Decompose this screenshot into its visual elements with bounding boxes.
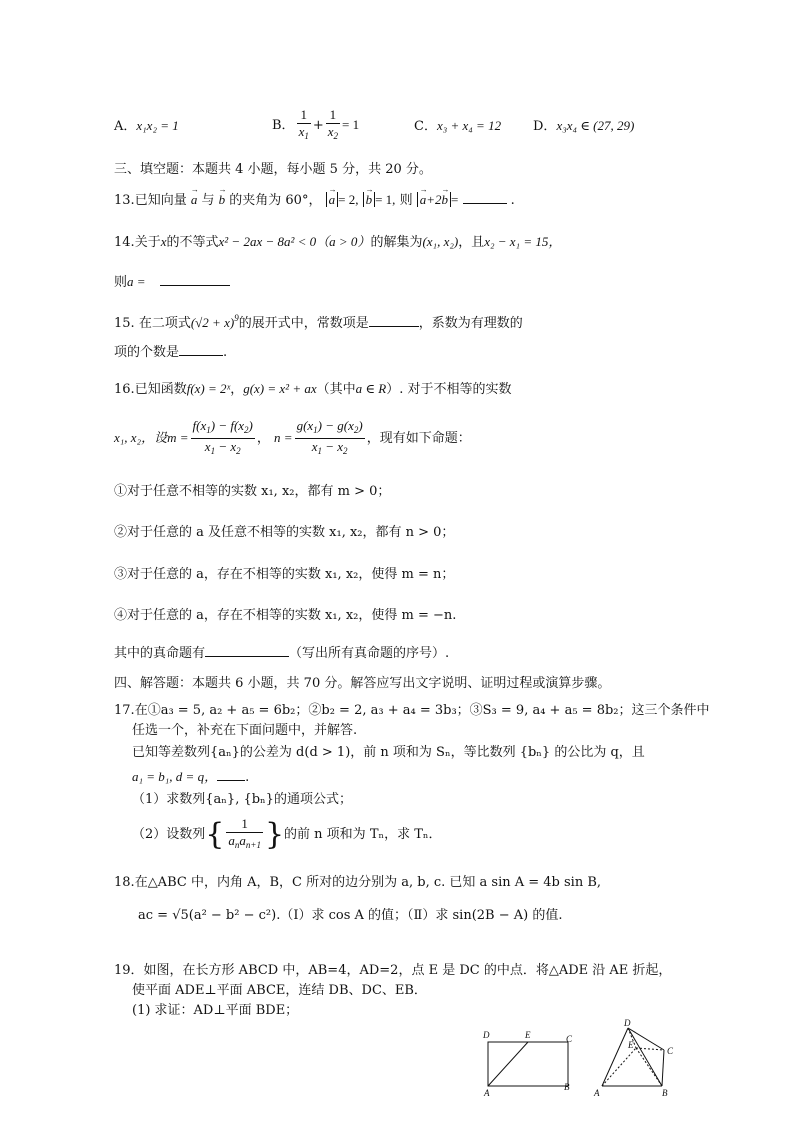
q16-m-fraction: $\frac{f(x_1) - f(x_2)}{x_1 - x_2}$ <box>192 418 253 456</box>
solid-label-c: C <box>667 1046 674 1056</box>
solid-label-a: A <box>594 1088 600 1098</box>
q15-answer-blank-1 <box>369 314 419 327</box>
q14-line2-text: 则 <box>114 275 128 290</box>
q16-ask <box>114 644 449 663</box>
q13-cond2: = 1, <box>375 192 396 207</box>
solid-label-d: D <box>624 1018 631 1028</box>
question-16-line2: x₁, x₂，设m = $\frac{f(x_1) - f(x_2)}{x_1 - x_2}$ ， n = $\frac{g(x_1) - g(x_2)}{x_1 - x_2}$ ，现有如下命题： <box>114 418 471 459</box>
q16-proposition-1: ①对于任意不相等的实数 x₁, x₂，都有 m > 0； <box>114 484 391 499</box>
segment-ae <box>488 1042 528 1086</box>
rect-label-c: C <box>566 1034 573 1044</box>
q15-text1: 在二项式 <box>138 316 191 331</box>
q16-proposition-2: ②对于任意的 a 及任意不相等的实数 x₁, x₂，都有 n > 0； <box>114 525 455 540</box>
q19-line3: (1) 求证：AD⊥平面 BDE； <box>132 1003 299 1018</box>
q16-g: g(x) = x² + ax <box>243 381 317 396</box>
question-14: 14.关于x的不等式x² − 2ax − 8a² < 0（a > 0）的解集为(x₁, x₂)，且x₂ − x₁ = 15， <box>114 234 562 250</box>
q18-number: 18. <box>114 875 135 890</box>
q18-line2: ac = √5(a² − b² − c²).（Ⅰ）求 cos A 的值；（Ⅱ）求 sin(2B − A) 的值. <box>138 908 563 923</box>
q17-answer-blank <box>217 768 245 781</box>
q14-answer-blank <box>160 273 230 286</box>
q17-line3: 已知等差数列{aₙ}的公差为 d(d > 1)，前 n 项和为 Sₙ，等比数列 {bₙ} 的公比为 q，且 <box>132 745 645 760</box>
q17-line4-text: a₁ = b₁, d = q， <box>132 769 218 784</box>
q17-line1: 在①a₃ = 5, a₂ + a₅ = 6b₂；②b₂ = 2, a₃ + a₄ = 3b₃；③S₃ = 9, a₄ + a₅ = 8b₂；这三个条件中 <box>134 703 710 718</box>
q16-text1: 已知函数 <box>134 382 187 397</box>
option-d-letter: D． <box>533 119 557 134</box>
q16-answer-blank <box>205 644 289 657</box>
q14-text2: 的不等式 <box>166 235 219 250</box>
q16-text2: （其中 <box>316 382 356 397</box>
q16-line2-post: ，现有如下命题： <box>366 431 471 446</box>
question-13: 13.已知向量 → a 与 → b 的夹角为 60°， → a = 2, → b = 1, 则 → a+2→ b = . <box>114 191 515 210</box>
rectangle-figure <box>478 1026 583 1098</box>
q16-number: 16. <box>114 382 135 397</box>
q14-a-eq: a = <box>127 274 146 289</box>
q17-fraction: $\frac{1}{a_na_{n+1}}$ <box>228 816 261 850</box>
q14-set: (x₁, x₂) <box>422 234 459 249</box>
option-d-expr: x₃x₄ ∈ (27, 29) <box>556 118 635 133</box>
question-19 <box>114 962 671 980</box>
q18-line1: 在△ABC 中，内角 A，B，C 所对的边分别为 a, b, c. 已知 a sin A = 4b sin B, <box>134 875 602 890</box>
q16-proposition-4: ④对于任意的 a，存在不相等的实数 x₁, x₂，使得 m = −n. <box>114 608 457 623</box>
q14-diff: x₂ − x₁ = 15， <box>484 234 562 249</box>
q17-line4-tail: . <box>245 770 250 785</box>
option-a-expr: x₁x₂ = 1 <box>136 118 179 133</box>
q16-line2-pre: x₁, x₂，设 <box>114 430 168 445</box>
q16-f: f(x) = 2ˣ <box>186 381 231 396</box>
rect-label-a: A <box>484 1088 490 1098</box>
option-c-expr: x₃ + x₄ = 12 <box>436 118 502 133</box>
q16-ask-text: 其中的真命题有 <box>114 646 206 661</box>
q14-number: 14. <box>114 235 135 250</box>
q14-text4: ，且 <box>458 235 485 250</box>
section-4-heading: 四、解答题：本题共 6 小题，共 70 分。解答应写出文字说明、证明过程或演算步骤。 <box>114 676 611 691</box>
q16-in: a ∈ R <box>355 381 387 396</box>
q13-text: 已知向量 <box>134 193 187 208</box>
q14-text1: 关于 <box>134 235 161 250</box>
q13-angle: 的夹角为 60°， <box>229 193 322 208</box>
q17-sub1: （1）求数列{aₙ}, {bₙ}的通项公式； <box>132 792 352 807</box>
option-a-letter: A． <box>114 119 137 134</box>
q19-line2: 使平面 ADE⊥平面 ABCE，连结 DB、DC、EB． <box>132 983 427 998</box>
solid-label-e: E <box>628 1040 634 1050</box>
rectangle-abcd <box>488 1042 568 1086</box>
rect-label-b: B <box>564 1082 570 1092</box>
q17-sub2: （2）设数列{ $\frac{1}{a_na_{n+1}}$ }的前 n 项和为 Tₙ，求 Tₙ． <box>132 816 442 852</box>
q15-text3: ，系数为有理数的 <box>418 316 523 331</box>
q16-n-fraction: $\frac{g(x_1) - g(x_2)}{x_1 - x_2}$ <box>296 418 363 456</box>
q17-line4 <box>132 768 249 787</box>
q13-eq: = <box>451 192 459 207</box>
folded-solid-figure <box>590 1018 685 1100</box>
q15-text2: 的展开式中，常数项是 <box>238 316 369 331</box>
q19-number: 19． <box>114 963 144 978</box>
question-14-line2 <box>114 273 230 292</box>
q13-then: 则 <box>399 193 413 208</box>
q17-sub2-post: 的前 n 项和为 Tₙ，求 Tₙ． <box>284 827 442 842</box>
q17-sub2-pre: （2）设数列 <box>132 827 206 842</box>
q15-answer-blank-2 <box>179 343 223 356</box>
q16-n: n = <box>274 430 293 445</box>
question-17 <box>114 702 710 720</box>
option-a <box>114 117 179 136</box>
q19-line1: 如图，在长方形 ABCD 中，AB=4，AD=2，点 E 是 DC 的中点．将△ADE 沿 AE 折起， <box>143 963 672 978</box>
q17-line2: 任选一个，补充在下面问题中，并解答. <box>132 723 358 738</box>
q16-proposition-3: ③对于任意的 a，存在不相等的实数 x₁, x₂，使得 m = n； <box>114 567 455 582</box>
vector-a: → a <box>191 191 198 209</box>
solid-label-b: B <box>662 1088 668 1098</box>
section-3-heading: 三、填空题：本题共 4 小题，每小题 5 分，共 20 分。 <box>114 162 432 177</box>
q13-cond: = 2, <box>338 192 359 207</box>
fraction-1-over-x1: $\frac{1}{x_1}$ <box>298 107 309 141</box>
option-c-letter: C． <box>414 119 437 134</box>
rect-label-d: D <box>483 1030 490 1040</box>
q15-line2-text: 项的个数是 <box>114 345 180 360</box>
question-18 <box>114 874 601 892</box>
option-d <box>533 117 634 136</box>
option-b-tail: = 1 <box>342 117 360 132</box>
option-c <box>414 117 501 136</box>
fraction-1-over-x2: $\frac{1}{x_2}$ <box>327 107 339 141</box>
q15-number: 15. <box>114 316 135 331</box>
q16-m: m = <box>167 430 189 445</box>
q13-answer-blank <box>463 191 507 204</box>
vector-b: → b <box>219 191 226 209</box>
question-15-line2: 项的个数是 . <box>114 345 228 360</box>
q13-and: 与 <box>201 193 215 208</box>
q13-number: 13. <box>114 193 135 208</box>
q14-text3: 的解集为 <box>370 235 423 250</box>
q16-text3: ）. 对于不相等的实数 <box>386 382 512 397</box>
q17-number: 17. <box>114 703 135 718</box>
rect-label-e: E <box>525 1030 531 1040</box>
q14-ineq: x² − 2ax − 8a² < 0（a > 0） <box>218 234 371 249</box>
question-15: 15. 在二项式$(√2 + x)^9$的展开式中，常数项是 ，系数为有理数的 <box>114 313 523 331</box>
question-16: 16.已知函数f(x) = 2ˣ，g(x) = x² + ax（其中a ∈ R）. 对于不相等的实数 <box>114 381 512 397</box>
q16-ask-tail: （写出所有真命题的序号）. <box>289 646 450 661</box>
option-b-letter: B． <box>272 118 295 133</box>
option-b: B． $\frac{1}{x_1}$ + $\frac{1}{x_2}$ = 1 <box>272 107 359 144</box>
